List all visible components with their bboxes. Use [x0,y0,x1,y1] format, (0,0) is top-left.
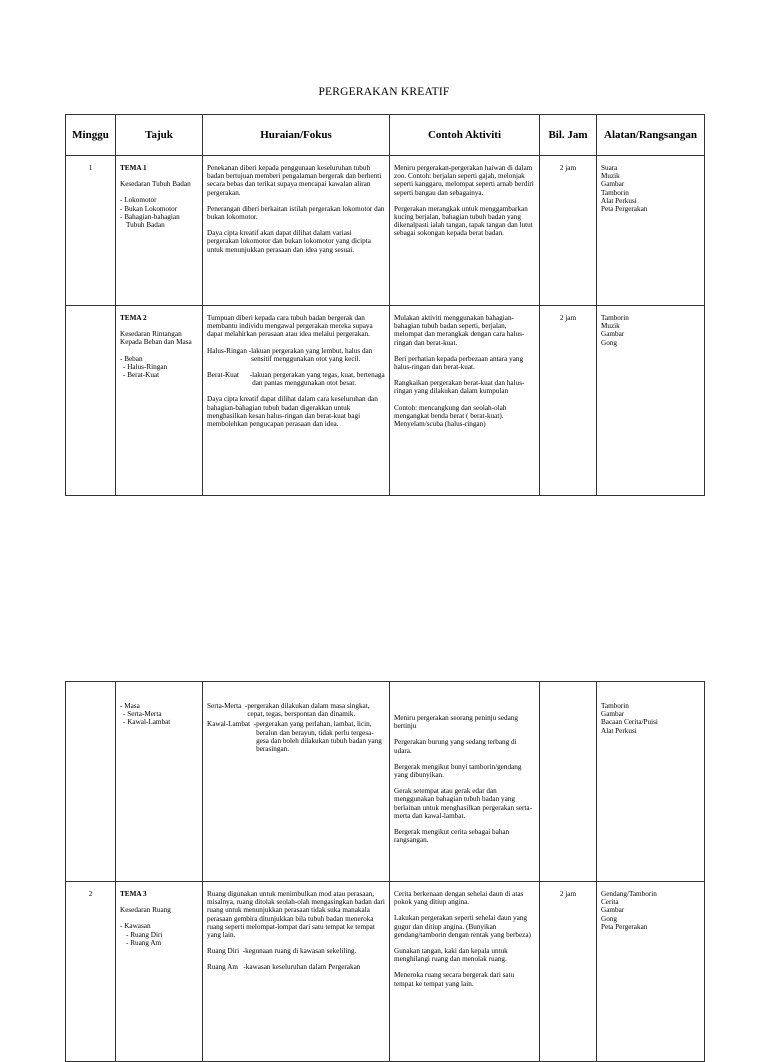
paragraph: Contoh: mencangkung dan seolah-olah mengangkat benda berat ( berat-kuat). Menyelam/scuba (halus-ringan) [394,403,507,429]
tajuk-cell [116,306,203,496]
list-item: Muzik [601,322,620,331]
paragraph: Meneroka ruang secara bergerak dari satu tempat ke tempat yang lain. [394,971,515,988]
list-item: Cerita [601,898,619,907]
paragraph: Gunakan tangan, kaki dan kepala untuk menghilangi ruang dan menolak ruang. [394,947,508,964]
page-title: PERGERAKAN KREATIF [318,86,450,98]
minggu-cell: 1 [66,156,116,306]
list-item: Peta Pergerakan [601,205,648,214]
list-item: Gong [601,914,617,923]
jam-cell: 2 jam [540,882,597,1062]
table-row [66,882,705,1062]
tajuk-cell [116,156,203,306]
paragraph: Pergerakan burung yang sedang terbang di udara. [394,738,517,755]
tema-label: TEMA 3 [120,890,147,898]
paragraph: Cerita berkenaan dengan sehelai daun di atas pokok yang ditiup angina. [394,890,524,907]
list-item: - Kawasan [120,922,151,931]
paragraph: Meniru pergerakan-pergerakan haiwan di dalam zoo. Contoh: berjalan seperti gajah, melonjak seperti kanggaru, melompat seperti arnab berdiri seperti bangau dan sebagainya. [394,164,534,197]
list-item: Gong [601,338,617,347]
paragraph: Gerak setempat atau gerak edar dan menggunakan bahagian tubuh badan yang berlainan untuk menghasilkan pergerakan serta-merta dan kawal-lambat. [394,787,532,820]
list-item: Alat Perkusi [601,196,637,205]
definition-halus-ringan: Halus-Ringan - lakuan pergerakan yang lembut, halus dan sensitif menggunakan otot yang kecil. [207,346,373,363]
minggu-cell [66,306,116,496]
list-item: Gambar [601,330,625,339]
list-item: - Ruang Diri [126,930,163,939]
tajuk-cell [116,682,203,882]
lesson-table-1 [65,114,705,496]
list-item: - Serta-Merta [123,710,162,719]
contoh-cell [390,682,540,882]
paragraph: Tumpuan diberi kepada cara tubuh badan bergerak dan membantu individu mengawal pergerakan mereka supaya dapat melahirkan perasaan atau idea melalui pergerakan. [207,314,373,339]
definition-ruang-am: Ruang Am - kawasan keseluruhan dalam Pergerakan [207,963,361,972]
paragraph: Penerangan diberi berkaitan istilah pergerakan lokomotor dan bukan lokomotor. [207,204,385,222]
paragraph: Mulakan aktiviti menggunakan bahagian-bahagian tubuh badan seperti, berjalan, melompat dan merangkak dengan cara halus-ringan dan berat-kuat. [394,314,525,347]
lesson-table-2 [65,681,705,1062]
paragraph: Lakukan pergerakan seperti sehelai daun yang gugur dan ditiup angina. (Bunyikan gendang/tamborin dengan rentak yang berbeza) [394,914,531,939]
minggu-cell: 2 [66,882,116,1062]
jam-cell: 2 jam [540,306,597,496]
jam-cell [540,682,597,882]
table-row [66,156,705,306]
huraian-cell [203,682,390,882]
table-row [66,682,705,882]
list-item: - Ruang Am [126,938,162,947]
paragraph: Bergerak mengikut cerita sebagai bahan rangsangan. [394,828,510,845]
list-item: Alat Perkusi [601,726,637,735]
alatan-cell [597,882,705,1062]
list-item: Tubuh Badan [126,221,165,230]
list-item: - Bahagian-bahagian [120,212,180,221]
tajuk-text: Kesedaran Tubuh Badan [120,180,191,189]
header-alatan: Alatan/Rangsangan [597,115,705,156]
list-item: - Masa [120,702,140,710]
huraian-cell [203,306,390,496]
table-row [66,306,705,496]
tajuk-text: Kesedaran Ruang [120,906,171,915]
paragraph: Bergerak mengikut bunyi tamborin/gendang yang dibunyikan. [394,762,522,780]
alatan-cell [597,156,705,306]
paragraph: Penekanan diberi kepada penggunaan keseluruhan tubuh badan bertujuan memberi pengalaman bergerak dan berhenti secara bebas dan terikat supaya mencapai kawalan aliran pergerakan. [207,164,382,197]
alatan-cell [597,306,705,496]
paragraph: Rangkaikan pergerakan berat-kuat dan halus-ringan yang dilakukan dalam kumpulan [394,379,525,396]
list-item: Peta Pergerakan [601,922,648,931]
list-item: - Lokomotor [120,196,157,205]
contoh-cell [390,156,540,306]
list-item: Tamborin [601,702,629,710]
definition-ruang-diri: Ruang Diri - kegunaan ruang di kawasan sekeliling. [207,947,357,956]
list-item: Bacaan Cerita/Puisi [601,718,658,727]
list-item: - Bukan Lokomotor [120,204,178,213]
list-item: - Kawal-Lambat [123,718,171,727]
definition-kawal-lambat: Kawal-Lambat - pergerakan yang perlahan, lambat, licin, beralun dan berayun, tidak perlu tergesa-gesa dan boleh dilakukan tubuh badan yang berasingan. [207,720,382,754]
list-item: - Beban [120,354,143,363]
header-huraian: Huraian/Fokus [203,115,390,156]
list-item: Suara [601,164,618,172]
tajuk-list [120,922,198,947]
definition-berat-kuat: Berat-Kuat - lakuan pergerakan yang tegas, kuat, bertenaga dan pantas menggunakan otot besar. [207,371,385,388]
jam-cell: 2 jam [540,156,597,306]
list-item: Gambar [601,906,625,915]
definition-serta-merta: Serta-Merta - pergerakan dilakukan dalam masa singkat, cepat, tegas, berspontan dan dinamik. [207,702,370,719]
table-header-row [66,115,705,156]
paragraph: Pergerakan merangkak untuk menggambarkan kucing berjalan, bahagian tubuh badan yang dikenalpasti ialah tangan, tapak tangan dan lutut sebagai sokongan kepada berat badan. [394,204,533,238]
contoh-cell [390,306,540,496]
list-item: Muzik [601,172,620,181]
tema-label: TEMA 2 [120,314,147,322]
header-tajuk: Tajuk [116,115,203,156]
contoh-cell [390,882,540,1062]
header-minggu: Minggu [66,115,116,156]
list-item: - Halus-Ringan [123,362,168,371]
list-item: - Berat-Kuat [123,371,160,380]
huraian-cell [203,882,390,1062]
list-item: Tamborin [601,188,629,197]
paragraph: Beri perhatian kepada perbezaan antara yang halus-ringan dan berat-kuat. [394,354,524,372]
tajuk-cell [116,882,203,1062]
tema-label: TEMA 1 [120,164,147,172]
paragraph: Daya cipta kreatif dapat dilihat dalam cara keseluruhan dan bahagian-bahagian tubuh badan digerakkan untuk menghasilkan kesan halus-ringan dan berat-kuat bagi membolehkan pengucapan perasaan dan idea. [207,395,378,429]
tajuk-text: Kesedaran Rintangan Kepada Beban dan Masa [120,330,192,347]
minggu-cell [66,682,116,882]
list-item: Gambar [601,710,625,719]
list-item: Gambar [601,180,625,189]
header-bil-jam: Bil. Jam [540,115,597,156]
alatan-cell [597,682,705,882]
paragraph: Daya cipta kreatif akan dapat dilihat dalam variasi pergerakan lokomotor dan bukan lokomotor yang dicipta untuk menunjukkan perasaan dan idea yang sesuai. [207,229,371,254]
list-item: Tamborin [601,314,629,322]
huraian-cell [203,156,390,306]
list-item: Gendang/Tamborin [601,890,657,898]
tajuk-list [120,355,198,380]
tajuk-list [120,196,198,229]
paragraph: Meniru pergerakan seorang peninju sedang bertinju [394,714,519,731]
paragraph: Ruang digunakan untuk menimbulkan mod atau perasaan, misalnya, ruang ditolak seolah-olah mengasingkan badan dari ruang untuk menunjukkan perasaan tidak suka manakala perasaan gembira ditunjukkan bila tubuh badan meneroka ruang seperti melompat-lompat dari satu tempat ke tempat yang lain. [207,890,385,940]
header-contoh: Contoh Aktiviti [390,115,540,156]
